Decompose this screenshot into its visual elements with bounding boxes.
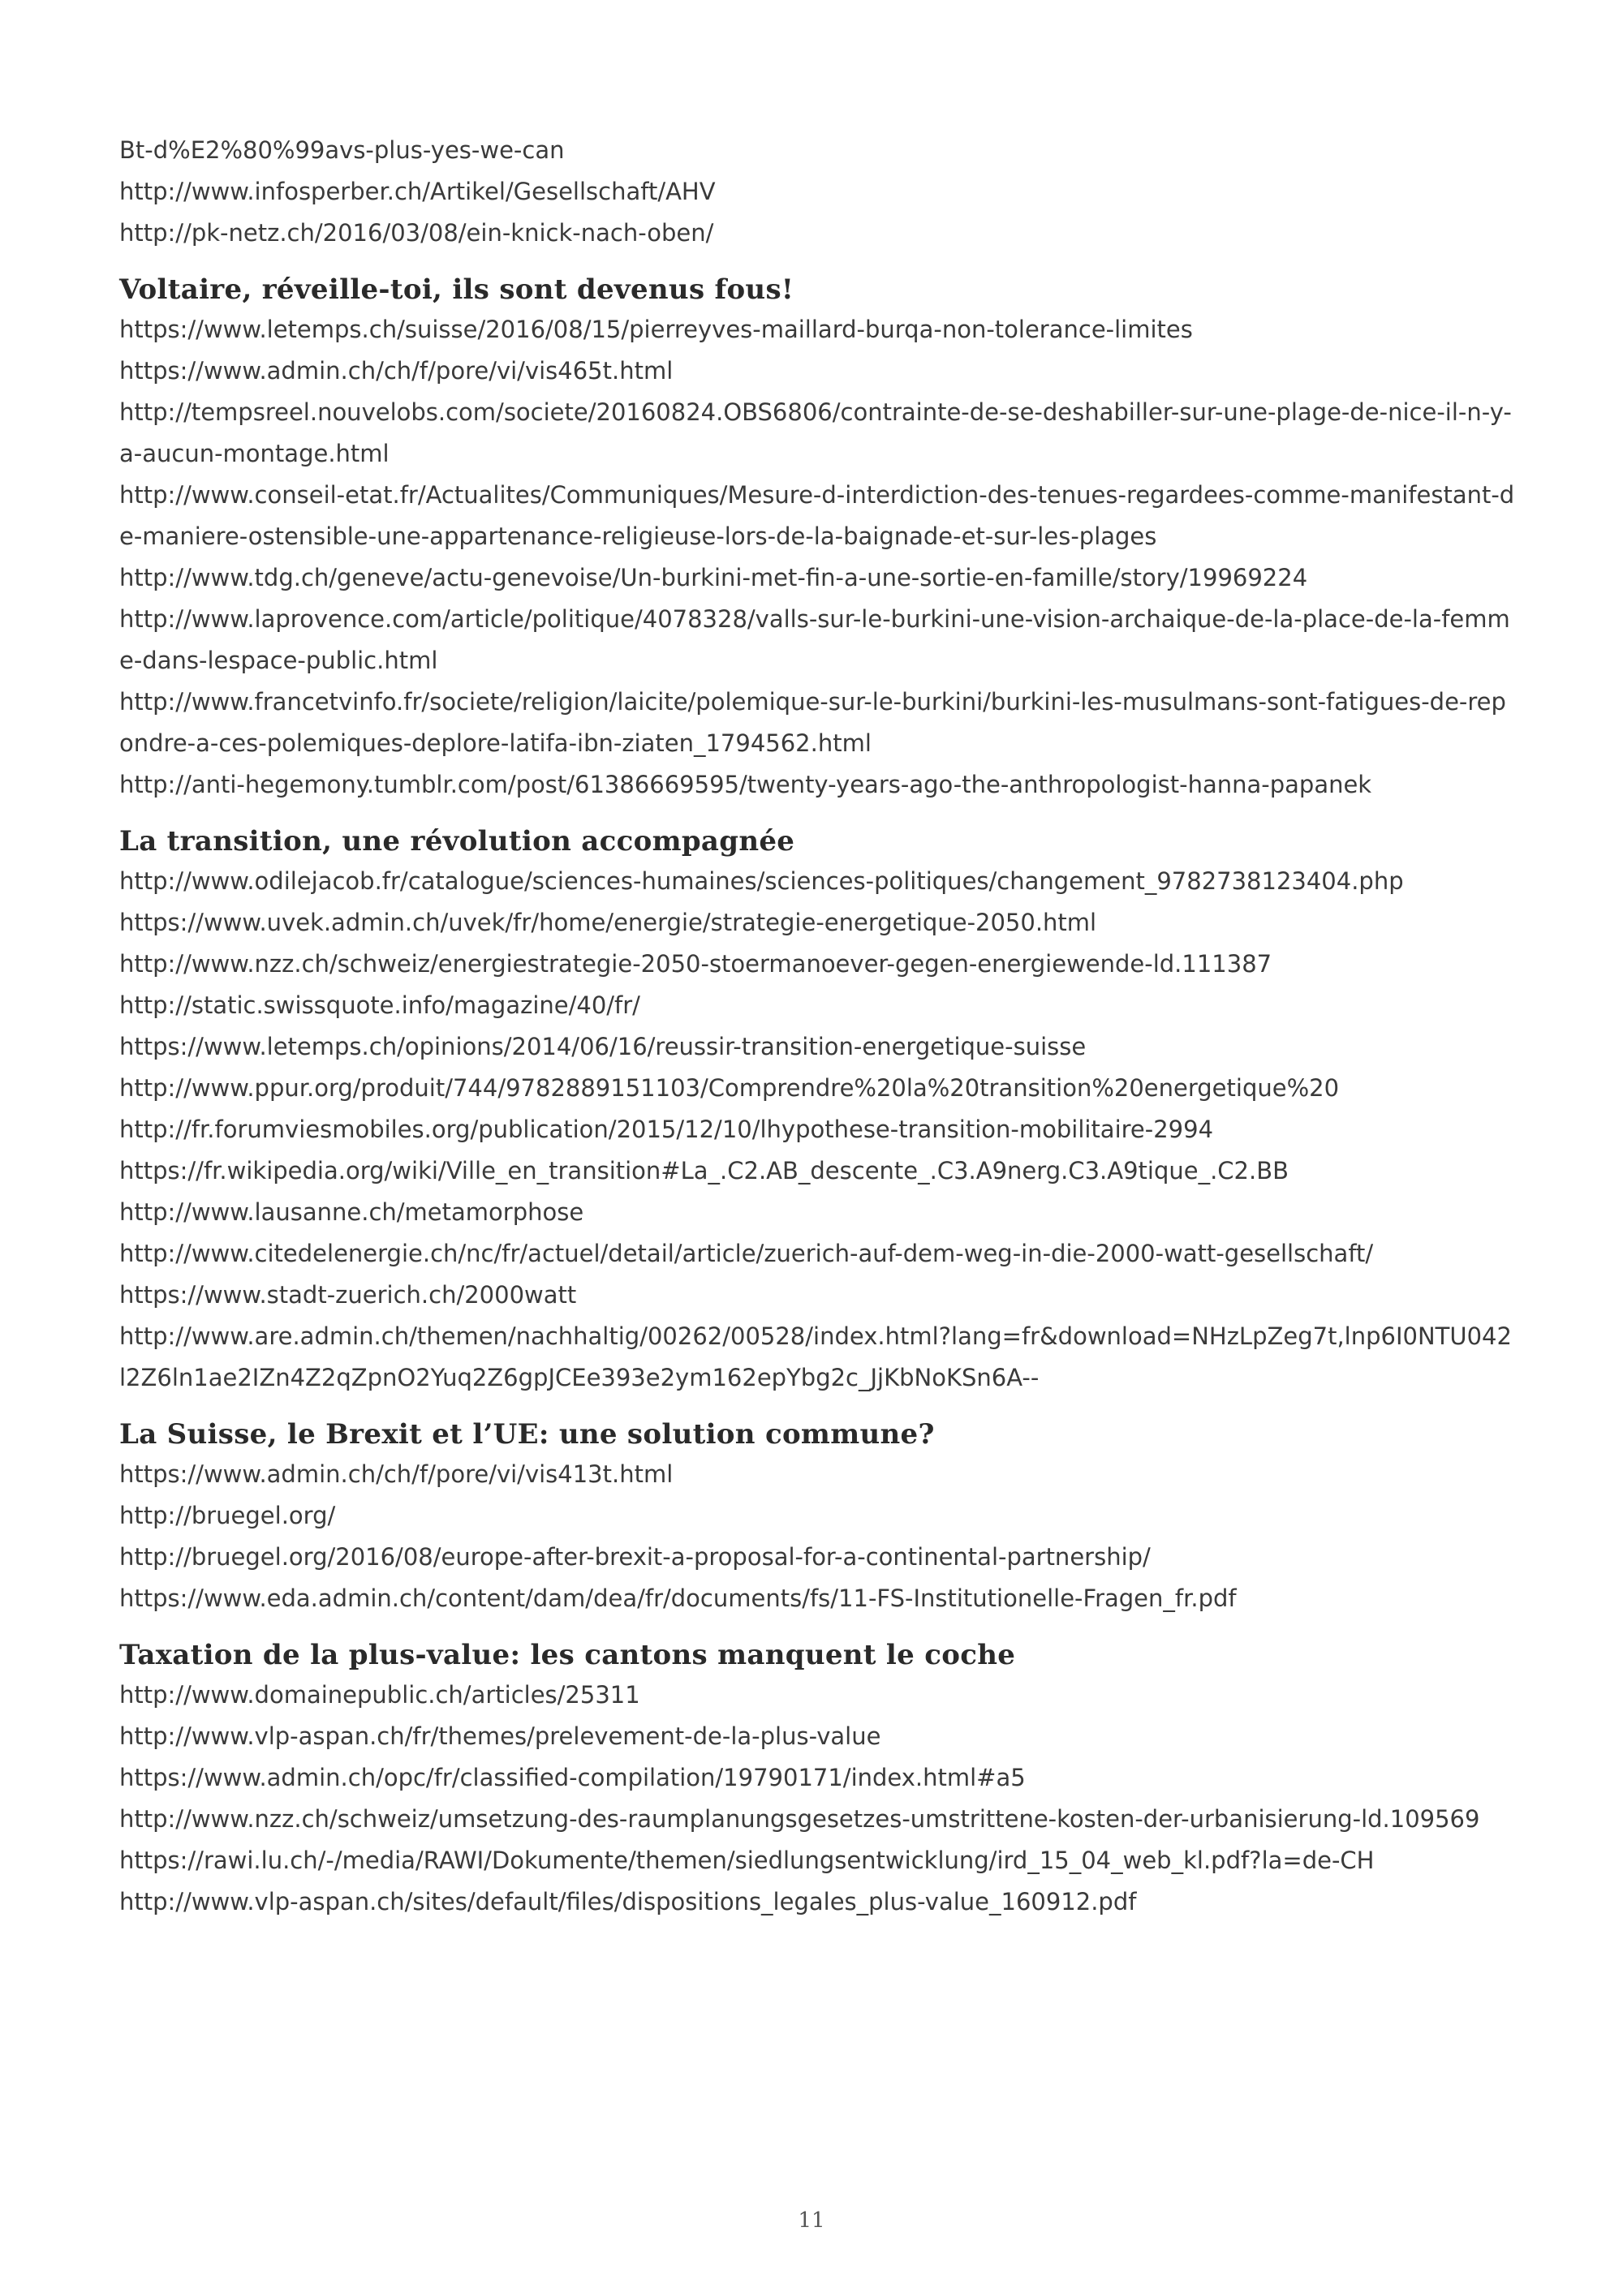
link[interactable]: https://www.uvek.admin.ch/uvek/fr/home/energie/strategie-energetique-2050.html xyxy=(119,909,1097,936)
link[interactable]: http://static.swissquote.info/magazine/40/fr/ xyxy=(119,991,640,1019)
link[interactable]: https://rawi.lu.ch/-/media/RAWI/Dokumente/themen/siedlungsentwicklung/ird_15_04_web_kl.pdf?la=de-CH xyxy=(119,1847,1375,1874)
link[interactable]: https://fr.wikipedia.org/wiki/Ville_en_transition#La_.C2.AB_descente_.C3.A9nerg.C3.A9tique_.C2.BB xyxy=(119,1157,1289,1185)
link[interactable]: http://www.nzz.ch/schweiz/energiestrategie-2050-stoermanoever-gegen-energiewende-ld.111387 xyxy=(119,950,1272,978)
link[interactable]: http://bruegel.org/ xyxy=(119,1502,336,1529)
link[interactable]: https://www.eda.admin.ch/content/dam/dea/fr/documents/fs/11-FS-Institutionelle-Fragen_fr.pdf xyxy=(119,1584,1237,1612)
section-taxation xyxy=(119,1636,1515,1923)
section-title: Taxation de la plus-value: les cantons manquent le coche xyxy=(119,1639,1016,1671)
link[interactable]: http://www.ppur.org/produit/744/9782889151103/Comprendre%20la%20transition%20energetique%20 xyxy=(119,1074,1340,1102)
link[interactable]: http://www.infosperber.ch/Artikel/Gesellschaft/AHV xyxy=(119,178,716,205)
section-title: La Suisse, le Brexit et l’UE: une solution commune? xyxy=(119,1418,935,1451)
section-voltaire xyxy=(119,270,1515,806)
link[interactable]: http://www.are.admin.ch/themen/nachhaltig/00262/00528/index.html?lang=fr&download=NHzLpZeg7t,lnp6I0NTU042l2Z6ln1ae2IZn4Z2qZpnO2Yuq2Z6gpJCEe393e2ym162epYbg2c_JjKbNoKSn6A-- xyxy=(119,1322,1512,1391)
section-title: La transition, une révolution accompagnée xyxy=(119,825,795,858)
continued-links xyxy=(119,130,1515,254)
link[interactable]: http://www.vlp-aspan.ch/sites/default/files/dispositions_legales_plus-value_160912.pdf xyxy=(119,1888,1137,1915)
link[interactable]: http://www.nzz.ch/schweiz/umsetzung-des-raumplanungsgesetzes-umstrittene-kosten-der-urbanisierung-ld.109569 xyxy=(119,1805,1480,1833)
link[interactable]: http://pk-netz.ch/2016/03/08/ein-knick-nach-oben/ xyxy=(119,219,714,247)
link[interactable]: http://anti-hegemony.tumblr.com/post/61386669595/twenty-years-ago-the-anthropologist-hanna-papanek xyxy=(119,771,1372,798)
link[interactable]: https://www.admin.ch/opc/fr/classified-compilation/19790171/index.html#a5 xyxy=(119,1764,1026,1791)
link[interactable]: http://fr.forumviesmobiles.org/publication/2015/12/10/lhypothese-transition-mobilitaire-2994 xyxy=(119,1116,1214,1143)
link[interactable]: https://www.admin.ch/ch/f/pore/vi/vis465t.html xyxy=(119,357,674,385)
link[interactable]: https://www.letemps.ch/opinions/2014/06/16/reussir-transition-energetique-suisse xyxy=(119,1033,1087,1060)
link[interactable]: https://www.letemps.ch/suisse/2016/08/15/pierreyves-maillard-burqa-non-tolerance-limites xyxy=(119,316,1193,343)
link[interactable]: https://www.stadt-zuerich.ch/2000watt xyxy=(119,1281,577,1309)
section-brexit xyxy=(119,1415,1515,1619)
link[interactable]: http://www.conseil-etat.fr/Actualites/Communiques/Mesure-d-interdiction-des-tenues-regardees-comme-manifestant-de-maniere-ostensible-une-appartenance-religieuse-lors-de-la-baignade-et-sur-les-plages xyxy=(119,481,1515,550)
link[interactable]: http://www.tdg.ch/geneve/actu-genevoise/Un-burkini-met-fin-a-une-sortie-en-famille/story/19969224 xyxy=(119,564,1308,591)
page-number: 11 xyxy=(798,2208,825,2233)
link[interactable]: http://www.francetvinfo.fr/societe/religion/laicite/polemique-sur-le-burkini/burkini-les-musulmans-sont-fatigues-de-repondre-a-ces-polemiques-deplore-latifa-ibn-ziaten_1794562.html xyxy=(119,688,1506,757)
link[interactable]: http://bruegel.org/2016/08/europe-after-brexit-a-proposal-for-a-continental-partnership/ xyxy=(119,1543,1151,1571)
section-transition xyxy=(119,822,1515,1399)
link[interactable]: http://www.odilejacob.fr/catalogue/sciences-humaines/sciences-politiques/changement_9782738123404.php xyxy=(119,867,1404,895)
link[interactable]: http://tempsreel.nouvelobs.com/societe/20160824.OBS6806/contrainte-de-se-deshabiller-sur-une-plage-de-nice-il-n-y-a-aucun-montage.html xyxy=(119,398,1512,467)
link[interactable]: http://www.domainepublic.ch/articles/25311 xyxy=(119,1681,640,1709)
link[interactable]: http://www.vlp-aspan.ch/fr/themes/prelevement-de-la-plus-value xyxy=(119,1722,881,1750)
link[interactable]: https://www.admin.ch/ch/f/pore/vi/vis413t.html xyxy=(119,1460,674,1488)
link[interactable]: http://www.laprovence.com/article/politique/4078328/valls-sur-le-burkini-une-vision-archaique-de-la-place-de-la-femme-dans-lespace-public.html xyxy=(119,605,1510,674)
link[interactable]: http://www.lausanne.ch/metamorphose xyxy=(119,1198,584,1226)
document-page xyxy=(119,130,1515,1923)
section-title: Voltaire, réveille-toi, ils sont devenus fous! xyxy=(119,273,794,306)
link[interactable]: Bt-d%E2%80%99avs-plus-yes-we-can xyxy=(119,136,565,164)
link[interactable]: http://www.citedelenergie.ch/nc/fr/actuel/detail/article/zuerich-auf-dem-weg-in-die-2000-watt-gesellschaft/ xyxy=(119,1240,1374,1267)
